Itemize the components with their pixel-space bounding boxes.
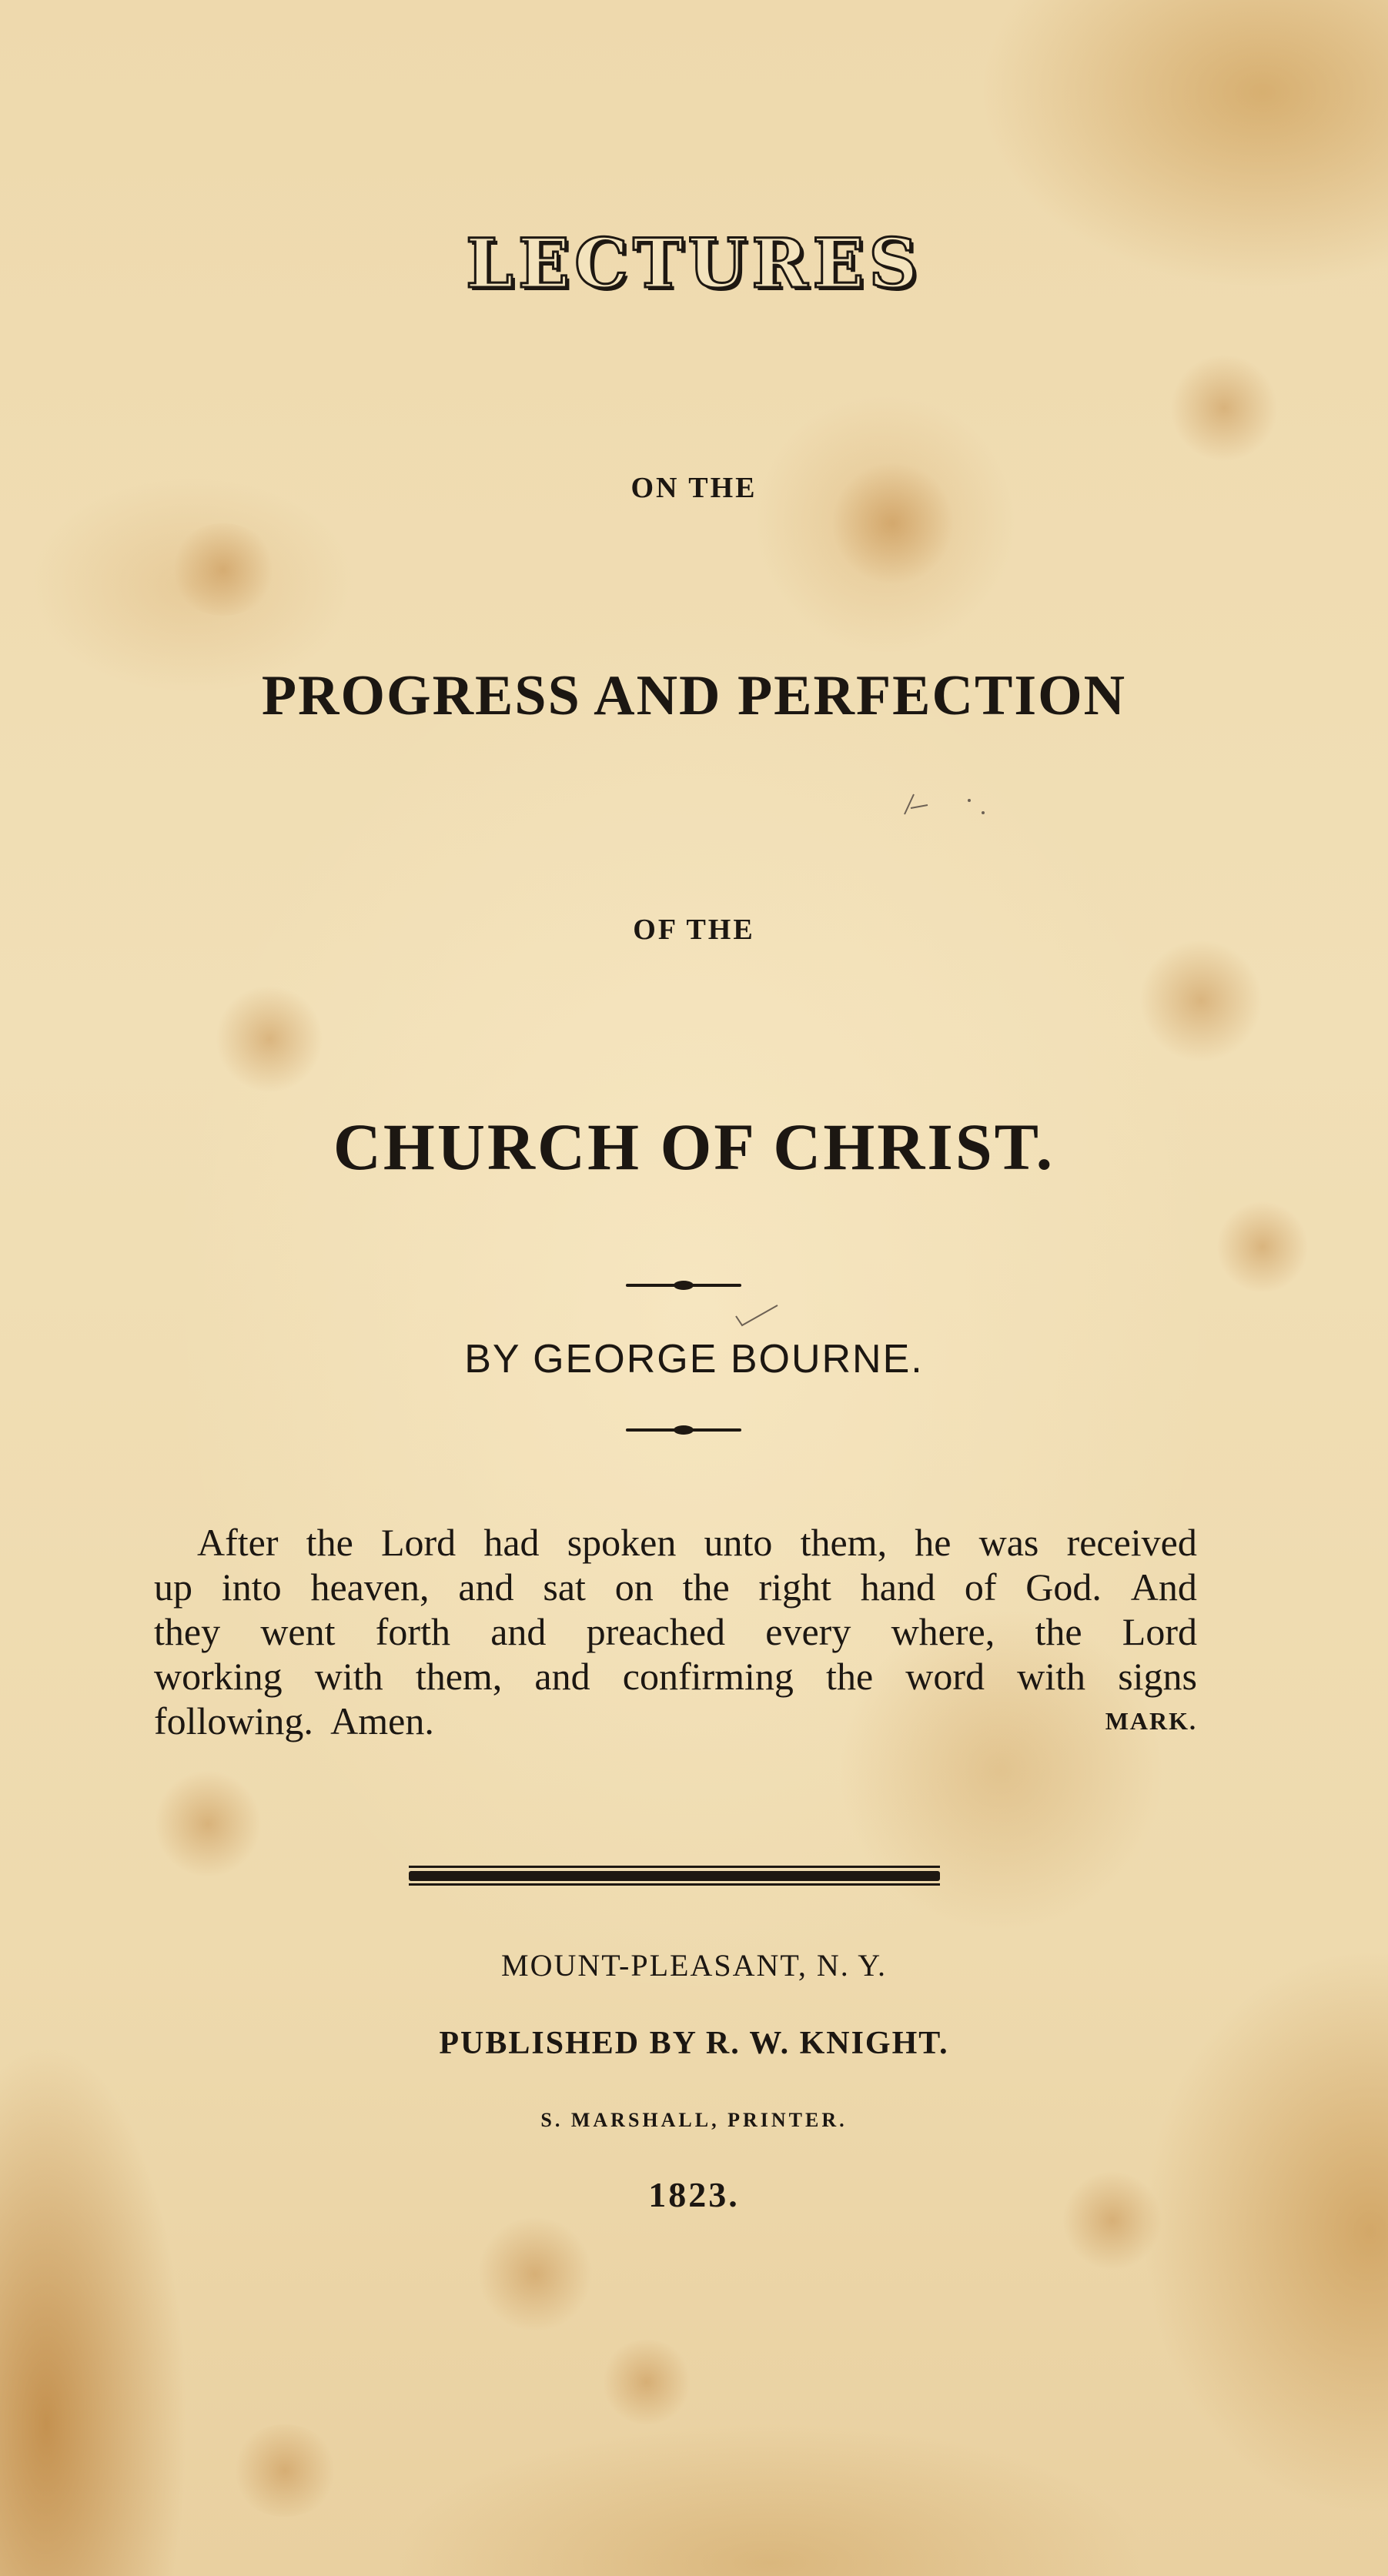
foxing-spot: [169, 523, 277, 616]
epigraph-attribution: MARK.: [1105, 1707, 1197, 1735]
epigraph-line: working with them, and confirming the word with signs: [154, 1655, 1197, 1698]
foxing-spot: [154, 1770, 262, 1878]
subject-line-1: PROGRESS AND PERFECTION: [261, 664, 1127, 727]
page-title: LECTURES: [466, 223, 922, 303]
epigraph-last-line: [154, 1699, 1197, 1743]
subject-line-2: CHURCH OF CHRIST.: [333, 1110, 1055, 1184]
foxing-spot: [1216, 1201, 1309, 1293]
foxing-spot: [600, 2340, 693, 2424]
foxing-spot: [216, 985, 323, 1093]
epigraph-line: up into heaven, and sat on the right hand of God. And: [154, 1565, 1197, 1609]
pencil-mark: [897, 785, 1005, 824]
imprint-place: MOUNT-PLEASANT, N. Y.: [501, 1948, 887, 1983]
epigraph-line: they went forth and preached every where, the Lord: [154, 1610, 1197, 1653]
author-line: BY GEORGE BOURNE.: [464, 1337, 924, 1382]
imprint-publisher: PUBLISHED BY R. W. KNIGHT.: [439, 2026, 949, 2061]
ornament-divider: [626, 1425, 741, 1435]
of-the-line: OF THE: [633, 914, 755, 946]
foxing-spot: [231, 2424, 339, 2517]
imprint-year: 1823.: [648, 2175, 740, 2214]
foxing-spot: [477, 2217, 593, 2332]
ornament-divider: [626, 1281, 741, 1290]
imprint-printer: S. MARSHALL, PRINTER.: [540, 2109, 848, 2131]
pencil-checkmark: [731, 1301, 785, 1331]
heavy-rule-divider: [409, 1866, 940, 1886]
on-the-line: ON THE: [630, 472, 758, 504]
epigraph-line: After the Lord had spoken unto them, he was received: [197, 1521, 1197, 1564]
foxing-spot: [1170, 354, 1278, 462]
foxing-spot: [1139, 939, 1263, 1062]
epigraph: [154, 1520, 1197, 1743]
epigraph-ending: following. Amen.: [154, 1699, 434, 1742]
